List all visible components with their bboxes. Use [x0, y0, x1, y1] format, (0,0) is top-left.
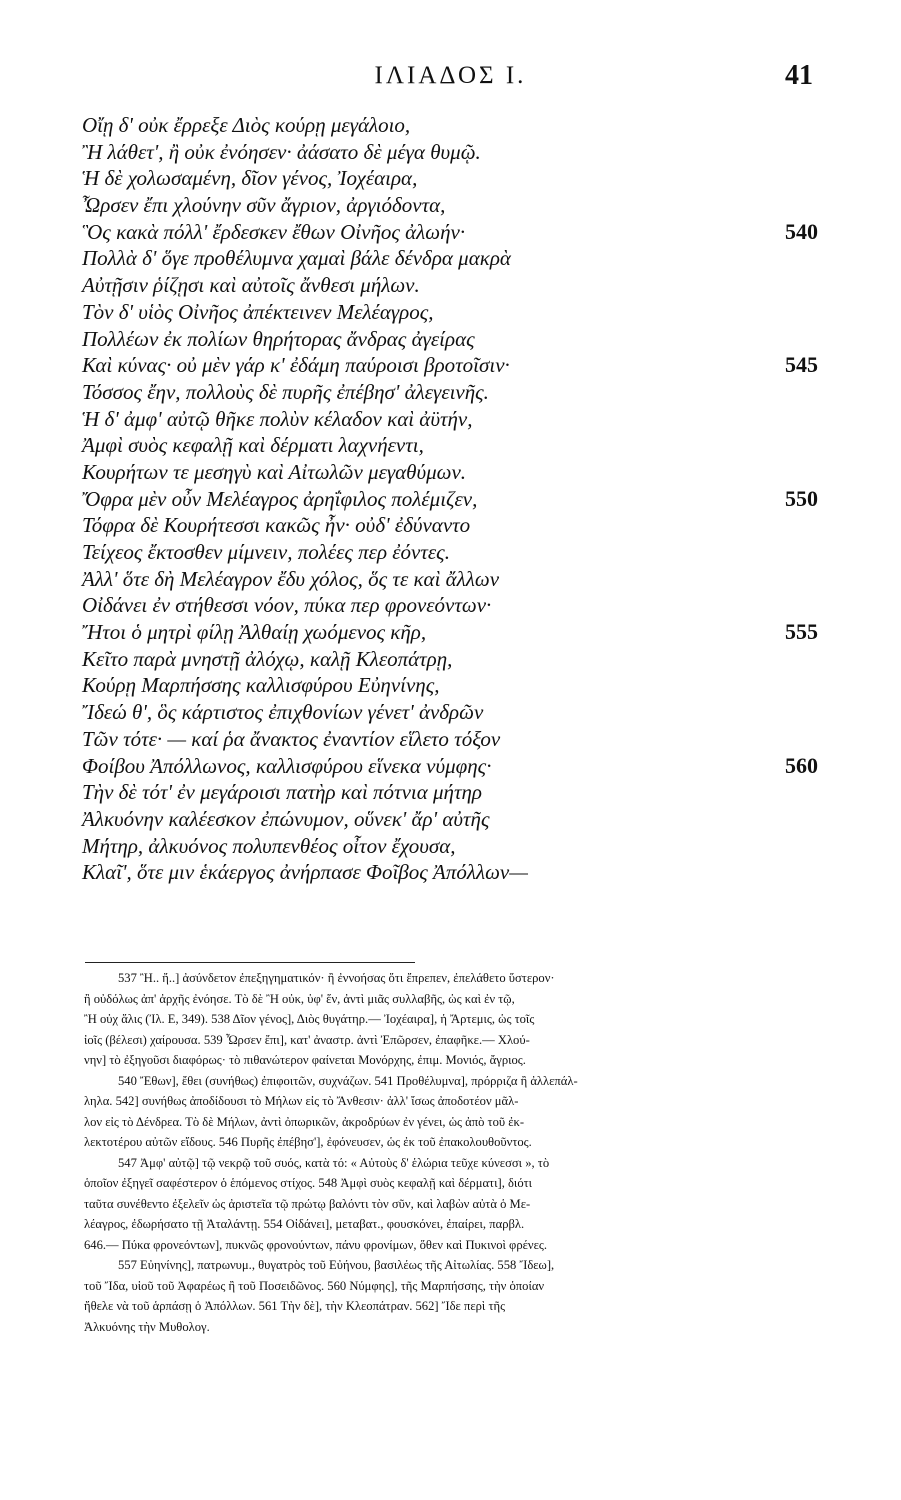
verse-line	[82, 192, 842, 219]
footnote-line: ἢ οὐδόλως ἀπ' ἀρχῆς ἐνόησε. Τὸ δὲ Ἢ οὐκ, ὑφ' ἕν, ἀντὶ μιᾶς συλλαβῆς, ὡς καὶ ἐν τῷ,	[84, 991, 515, 1006]
footnote-line: 540 Ἔθων], ἔθει (συνήθως) ἐπιφοιτῶν, συχνάζων. 541 Προθέλυμνα], πρόρριζα ἢ ἀλλεπάλ-	[118, 1073, 578, 1088]
line-number: 540	[785, 218, 818, 244]
footnote-line: 537 Ἢ.. ἤ..] ἀσύνδετον ἐπεξηγηματικόν· ἢ ἐννοήσας ὅτι ἔπρεπεν, ἐπελάθετο ὕστερον·	[118, 971, 555, 985]
line-number: 545	[785, 352, 818, 378]
verse-text: Ἀμφὶ συὸς κεφαλῇ καὶ δέρματι λαχνήεντι,	[82, 433, 424, 458]
verse-line	[82, 299, 842, 326]
verse-text: Τῶν τότε· — καί ῥα ἄνακτος ἐναντίον εἵλετο τόξον	[82, 726, 501, 751]
verse-text: Αὐτῇσιν ῥίζῃσι καὶ αὐτοῖς ἄνθεσι μήλων.	[82, 273, 420, 298]
verse-line	[82, 139, 842, 166]
footnotes-block	[84, 968, 821, 1337]
verse-text: Ἢ λάθετ', ἢ οὐκ ἐνόησεν· ἀάσατο δὲ μέγα θυμῷ.	[82, 139, 481, 164]
verse-text: Ἡ δὲ χολωσαμένη, δῖον γένος, Ἰοχέαιρα,	[82, 166, 418, 191]
verse-text: Οἰδάνει ἐν στήθεσσι νόον, πύκα περ φρονεόντων·	[82, 593, 492, 618]
verse-text: Οἴῃ δ' οὐκ ἔρρεξε Διὸς κούρῃ μεγάλοιο,	[82, 113, 411, 137]
verse-line	[82, 806, 842, 833]
verse-line	[82, 753, 842, 780]
running-head-title: ΙΛΙΑΔΟΣ Ι.	[374, 62, 527, 89]
footnote-line: ληλα. 542] συνήθως ἀποδίδουσι τὸ Μήλων εἰς τὸ Ἄνθεσιν· ἀλλ' ἴσως ἀποδοτέον μᾶλ-	[84, 1094, 519, 1108]
footnote-line: λέαγρος, ἐδωρήσατο τῇ Ἀταλάντῃ. 554 Οἰδάνει], μεταβατ., φουσκόνει, ἐπαίρει, παρβλ.	[84, 1217, 525, 1231]
verse-text: Ἀλλ' ὅτε δὴ Μελέαγρον ἔδυ χόλος, ὅς τε καὶ ἄλλων	[82, 566, 500, 591]
page-number: 41	[785, 60, 813, 91]
verse-line	[82, 592, 842, 619]
footnote-line: ταῦτα συνέθεντο ἐξελεῖν ὡς ἀριστεῖα τῷ πρώτῳ βαλόντι τὸν σῦν, καὶ λαβὼν αὐτὰ ὁ Με-	[84, 1196, 531, 1211]
verse-line	[82, 512, 842, 539]
footnote-line: ἤθελε νὰ τοῦ ἁρπάσῃ ὁ Ἀπόλλων. 561 Τὴν δὲ], τὴν Κλεοπάτραν. 562] Ἴδε περὶ τῆς	[84, 1299, 506, 1313]
verse-text: Ἀλκυόνην καλέεσκον ἐπώνυμον, οὕνεκ' ἄρ' αὐτῆς	[82, 806, 490, 831]
verse-text: Πολλέων ἐκ πολίων θηρήτορας ἄνδρας ἀγείρας	[82, 326, 475, 351]
verse-line	[82, 779, 842, 806]
line-number: 550	[785, 485, 818, 511]
footnote-line: ἰοῖς (βέλεσι) χαίρουσα. 539 Ὦρσεν ἔπι], κατ' ἀναστρ. ἀντὶ Ἐπῶρσεν, ἐπαφῆκε.— Χλού-	[84, 1032, 530, 1047]
footnote-divider	[85, 962, 415, 963]
verse-line	[82, 165, 842, 192]
footnote-line: 547 Ἀμφ' αὐτῷ] τῷ νεκρῷ τοῦ συός, κατὰ τό: « Αὐτοὺς δ' ἑλώρια τεῦχε κύνεσσι », τὸ	[118, 1155, 550, 1170]
line-number: 560	[785, 752, 818, 778]
verse-line	[82, 245, 842, 272]
verse-text: Ἡ δ' ἀμφ' αὐτῷ θῆκε πολὺν κέλαδον καὶ ἀϋτήν,	[82, 406, 473, 431]
verse-line	[82, 272, 842, 299]
verse-text: Ὄφρα μὲν οὖν Μελέαγρος ἀρηΐφιλος πολέμιζεν,	[82, 486, 478, 511]
verse-line	[82, 619, 842, 646]
verse-line	[82, 219, 842, 246]
verse-line	[82, 112, 842, 139]
verse-line	[82, 699, 842, 726]
verse-line	[82, 406, 842, 433]
verse-line	[82, 352, 842, 379]
verse-text: Τὸν δ' υἱὸς Οἰνῆος ἀπέκτεινεν Μελέαγρος,	[82, 299, 434, 324]
verse-line	[82, 379, 842, 406]
verse-line	[82, 859, 842, 886]
footnote-line: λον εἰς τὸ Δένδρεα. Τὸ δὲ Μήλων, ἀντὶ ὀπωρικῶν, ἀκροδρύων ἐν γένει, ὡς ἀπὸ τοῦ ἐκ-	[84, 1114, 525, 1129]
footnote-line: Ἢ οὐχ ἅλις (Ἰλ. Ε, 349). 538 Δῖον γένος], Διὸς θυγάτηρ.— Ἰοχέαιρα], ἡ Ἄρτεμις, ὡς τοῖς	[84, 1012, 535, 1026]
verse-text: Κλαῖ', ὅτε μιν ἑκάεργος ἀνήρπασε Φοῖβος Ἀπόλλων—	[82, 860, 528, 885]
verse-text: Καὶ κύνας· οὐ μὲν γάρ κ' ἐδάμη παύροισι βροτοῖσιν·	[82, 353, 510, 378]
verse-text: Τόφρα δὲ Κουρήτεσσι κακῶς ἦν· οὐδ' ἐδύναντο	[82, 513, 471, 538]
verse-text: Ἴδεώ θ', ὃς κάρτιστος ἐπιχθονίων γένετ' ἀνδρῶν	[82, 700, 484, 725]
footnote-line: 557 Εὐηνίνης], πατρωνυμ., θυγατρὸς τοῦ Εὐήνου, βασιλέως τῆς Αἰτωλίας. 558 Ἴδεω],	[118, 1258, 555, 1272]
verse-line	[82, 672, 842, 699]
verse-line	[82, 833, 842, 860]
verse-line	[82, 566, 842, 593]
line-number: 555	[785, 619, 818, 645]
footnote-line: ὁποῖον ἐξηγεῖ σαφέστερον ὁ ἑπόμενος στίχος. 548 Ἀμφὶ συὸς κεφαλῇ καὶ δέρματι], διότι	[84, 1176, 533, 1190]
footnote-line: λεκτοτέρου αὐτῶν εἴδους. 546 Πυρῆς ἐπέβησ'], ἐφόνευσεν, ὡς ἐκ τοῦ ἐπακολουθοῦντος.	[84, 1135, 532, 1149]
verse-text: Τὴν δὲ τότ' ἐν μεγάροισι πατὴρ καὶ πότνια μήτηρ	[82, 780, 482, 805]
verse-text: Τείχεος ἔκτοσθεν μίμνειν, πολέες περ ἐόντες.	[82, 540, 450, 564]
verse-line	[82, 459, 842, 486]
verse-text: Κουρήτων τε μεσηγὺ καὶ Αἰτωλῶν μεγαθύμων.	[82, 459, 467, 484]
verse-line	[82, 646, 842, 673]
verse-text: Μήτηρ, ἀλκυόνος πολυπενθέος οἶτον ἔχουσα,	[82, 833, 456, 858]
verse-line	[82, 326, 842, 353]
verse-text: Τόσσος ἔην, πολλοὺς δὲ πυρῆς ἐπέβησ' ἀλεγεινῆς.	[82, 379, 489, 404]
verse-text: Κούρῃ Μαρπήσσης καλλισφύρου Εὐηνίνης,	[82, 673, 440, 698]
verse-line	[82, 432, 842, 459]
verse-line	[82, 486, 842, 513]
verse-text: Πολλὰ δ' ὅγε προθέλυμνα χαμαὶ βάλε δένδρα μακρὰ	[82, 246, 511, 271]
verse-block	[82, 112, 842, 886]
verse-line	[82, 539, 842, 566]
footnote-line: τοῦ Ἴδα, υἱοῦ τοῦ Ἀφαρέως ἢ τοῦ Ποσειδῶνος. 560 Νύμφης], τῆς Μαρπήσσης, τὴν ὁποίαν	[84, 1278, 545, 1293]
verse-text: Ἤτοι ὁ μητρὶ φίλῃ Ἀλθαίῃ χωόμενος κῆρ,	[82, 620, 427, 645]
verse-text: Ὦρσεν ἔπι χλούνην σῦν ἄγριον, ἀργιόδοντα,	[82, 193, 446, 218]
verse-text: Ὃς κακὰ πόλλ' ἔρδεσκεν ἔθων Οἰνῆος ἀλωήν·	[82, 219, 466, 244]
verse-line	[82, 726, 842, 753]
footnote-line: Ἀλκυόνης τὴν Μυθολογ.	[84, 1319, 210, 1334]
verse-text: Φοίβου Ἀπόλλωνος, καλλισφύρου εἵνεκα νύμφης·	[82, 753, 492, 778]
footnote-line: νην] τὸ ἐξηγοῦσι διαφόρως· τὸ πιθανώτερον φαίνεται Μονόρχης, ἐπιμ. Μονιός, ἄγριος.	[84, 1053, 526, 1067]
footnote-line: 646.— Πύκα φρονεόντων], πυκνῶς φρονούντων, πάνυ φρονίμων, ὅθεν καὶ Πυκινοὶ φρένες.	[84, 1237, 548, 1252]
verse-text: Κεῖτο παρὰ μνηστῇ ἀλόχῳ, καλῇ Κλεοπάτρῃ,	[82, 646, 453, 671]
